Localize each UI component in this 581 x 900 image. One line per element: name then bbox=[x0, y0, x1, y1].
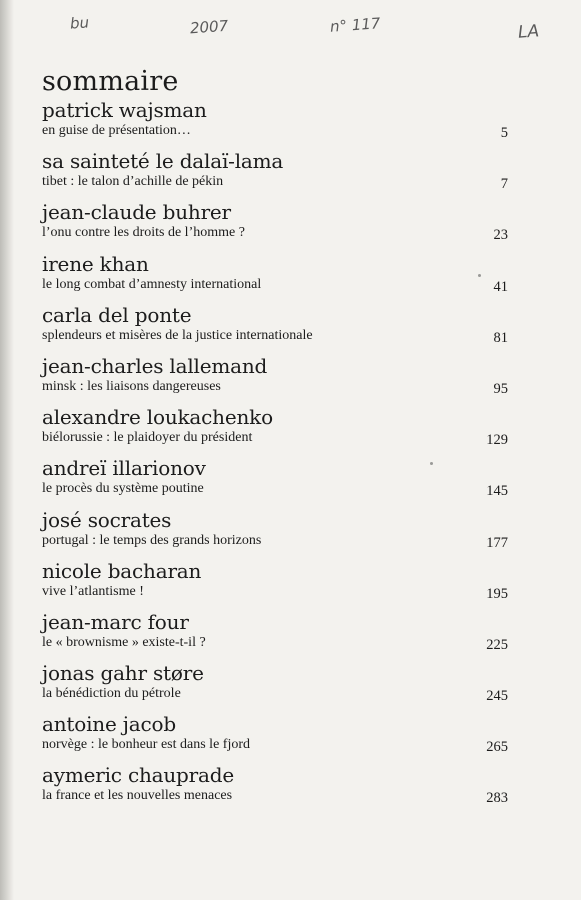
toc-entry-page-number: 245 bbox=[486, 688, 508, 705]
toc-entry-author: jean-claude buhrer bbox=[42, 200, 231, 225]
table-of-contents bbox=[42, 98, 508, 815]
toc-entry-author: patrick wajsman bbox=[42, 98, 207, 122]
toc-entry-page-number: 41 bbox=[493, 278, 508, 295]
toc-entry-title: le long combat d’amnesty international bbox=[42, 276, 262, 292]
toc-entry-title: tibet : le talon d’achille de pékin bbox=[42, 174, 224, 190]
toc-entry-page-number: 265 bbox=[486, 739, 508, 756]
toc-entry-page-number: 177 bbox=[486, 534, 508, 551]
toc-entry bbox=[42, 763, 508, 814]
toc-entry bbox=[42, 508, 508, 559]
toc-entry-title: la france et les nouvelles menaces bbox=[42, 788, 233, 804]
toc-entry-title: biélorussie : le plaidoyer du président bbox=[42, 430, 253, 446]
handwritten-annotations bbox=[0, 8, 581, 48]
toc-entry-author: alexandre loukachenko bbox=[42, 405, 273, 430]
paper-speck bbox=[478, 274, 481, 277]
toc-entry bbox=[42, 456, 508, 507]
toc-entry-title: le « brownisme » existe-t-il ? bbox=[42, 634, 206, 650]
toc-entry-author: jonas gahr støre bbox=[42, 661, 204, 686]
toc-entry-title: vive l’atlantisme ! bbox=[42, 583, 144, 599]
toc-entry-author: andreï illarionov bbox=[42, 456, 206, 481]
toc-entry bbox=[42, 149, 508, 200]
toc-entry-author: aymeric chauprade bbox=[42, 763, 234, 788]
toc-entry bbox=[42, 98, 508, 149]
toc-entry-title: splendeurs et misères de la justice internationale bbox=[42, 327, 313, 343]
toc-entry-title: portugal : le temps des grands horizons bbox=[42, 532, 262, 548]
toc-entry-page-number: 283 bbox=[486, 790, 508, 807]
toc-entry-title: la bénédiction du pétrole bbox=[42, 686, 181, 702]
toc-entry-author: nicole bacharan bbox=[42, 558, 202, 583]
toc-entry-author: sa sainteté le dalaï-lama bbox=[42, 149, 284, 174]
toc-entry bbox=[42, 200, 508, 251]
handwritten-initials: LA bbox=[517, 21, 540, 43]
toc-entry-author: carla del ponte bbox=[42, 302, 192, 327]
toc-entry-title: l’onu contre les droits de l’homme ? bbox=[42, 225, 245, 241]
toc-entry bbox=[42, 712, 508, 763]
toc-entry-page-number: 195 bbox=[486, 585, 508, 602]
toc-entry-title: norvège : le bonheur est dans le fjord bbox=[42, 737, 250, 753]
toc-entry bbox=[42, 252, 508, 303]
toc-entry bbox=[42, 559, 508, 610]
toc-entry-page-number: 95 bbox=[493, 380, 508, 397]
toc-entry bbox=[42, 661, 508, 712]
toc-entry-title: minsk : les liaisons dangereuses bbox=[42, 378, 221, 394]
toc-entry-title: en guise de présentation… bbox=[42, 123, 191, 138]
toc-entry-author: jean-marc four bbox=[42, 609, 189, 634]
toc-entry bbox=[42, 610, 508, 661]
toc-entry-author: jean-charles lallemand bbox=[42, 353, 268, 378]
toc-entry-page-number: 145 bbox=[486, 483, 508, 500]
paper-speck bbox=[430, 462, 433, 465]
toc-entry-page-number: 7 bbox=[500, 176, 508, 193]
handwritten-year: 2007 bbox=[189, 16, 229, 38]
toc-entry bbox=[42, 405, 508, 456]
toc-entry-page-number: 81 bbox=[493, 329, 508, 346]
toc-entry-author: antoine jacob bbox=[42, 712, 176, 737]
toc-entry-title: le procès du système poutine bbox=[42, 481, 204, 497]
handwritten-issue-number: n° 117 bbox=[329, 14, 381, 36]
toc-entry-page-number: 23 bbox=[493, 227, 508, 244]
handwritten-note: bu bbox=[69, 13, 90, 33]
toc-entry bbox=[42, 303, 508, 354]
toc-entry-page-number: 5 bbox=[500, 125, 508, 141]
toc-entry-author: josé socrates bbox=[42, 507, 172, 532]
toc-entry-page-number: 225 bbox=[486, 636, 508, 653]
page-edge-shadow bbox=[0, 0, 14, 900]
page-title: sommaire bbox=[42, 66, 179, 98]
toc-entry-page-number: 129 bbox=[486, 432, 508, 449]
toc-entry bbox=[42, 354, 508, 405]
toc-entry-author: irene khan bbox=[42, 251, 149, 276]
